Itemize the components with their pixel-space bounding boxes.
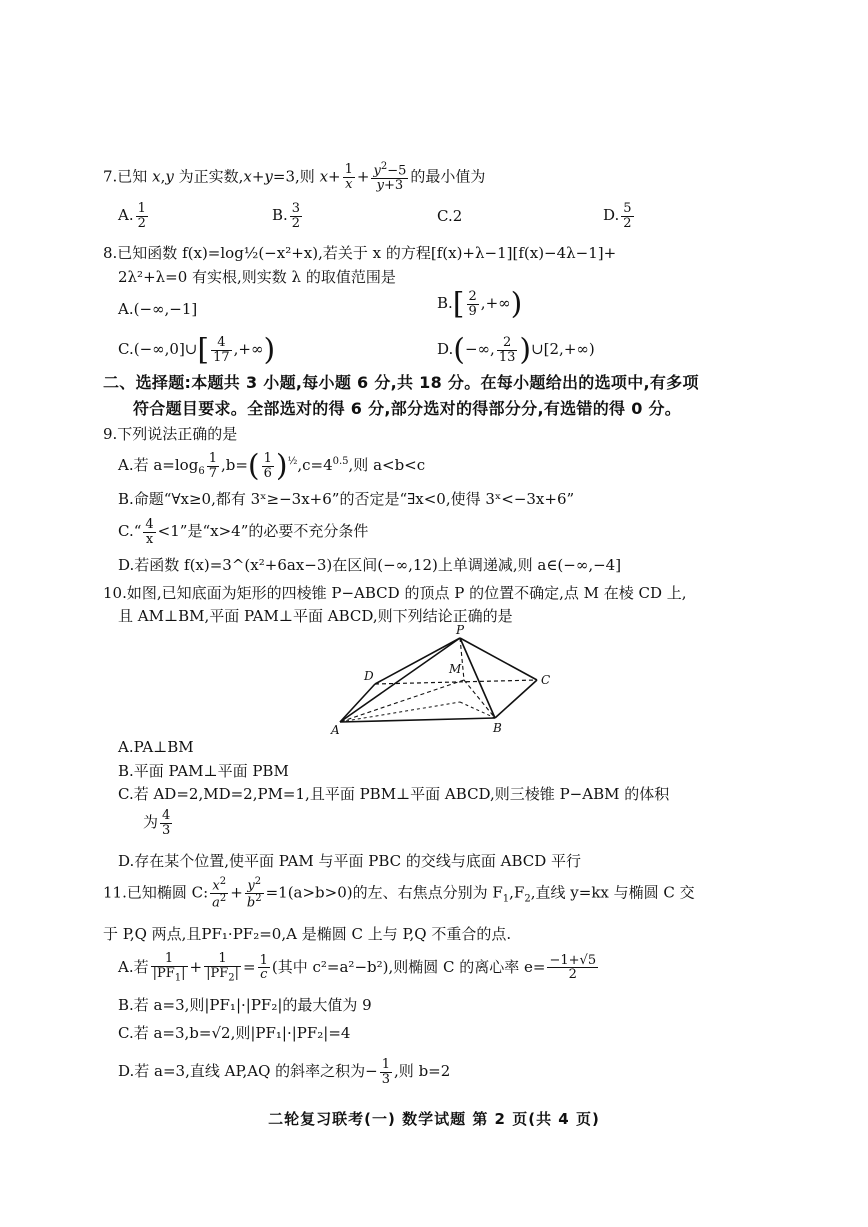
page-footer: 二轮复习联考(一) 数学试题 第 2 页(共 4 页): [268, 1110, 600, 1128]
q7-opt-b-frac: $\frac{3}{2}$: [291, 201, 301, 231]
label-C: C: [541, 673, 551, 687]
q7-text-a: 7.已知: [103, 167, 153, 186]
q9-opt-a-mid: ,b=: [220, 456, 248, 475]
q9-opt-c-pre: C.“: [118, 522, 142, 541]
q11-opt-a-frac-e: $\frac{-1+√5}{2}$: [549, 952, 597, 983]
q8-option-a: A.(−∞,−1]: [118, 300, 198, 318]
q8-opt-b-post: ,+∞: [480, 294, 511, 313]
q11-opt-a-frac2: $\frac{1}{|PF_2|}$: [206, 951, 240, 984]
q9-opt-a-sup: 0.5: [332, 456, 349, 468]
q7-opt-d-frac: $\frac{5}{2}$: [623, 201, 632, 231]
q9-option-b: B.命题“∀x≥0,都有 3ˣ≥−3x+6”的否定是“∃x<0,使得 3ˣ<−3x+6”: [118, 490, 575, 508]
q11-line2: 于 P,Q 两点,且PF₁·PF₂=0,A 是椭圆 C 上与 P,Q 不重合的点.: [103, 925, 512, 943]
q10-opt-c-pre: 为: [143, 813, 159, 832]
q9-option-c: [118, 518, 368, 546]
q11-opt-d-post: ,则 b=2: [394, 1062, 451, 1081]
q8-opt-b-frac: $\frac{2}{9}$: [468, 289, 477, 319]
q7-text-c: ,则: [295, 167, 320, 186]
q11-option-d: [118, 1058, 450, 1086]
q8-line2: 2λ²+λ=0 有实根,则实数 λ 的取值范围是: [118, 268, 396, 286]
q11-option-a: A.若 $\frac{1}{|PF_1|}$ + $\frac{1}{|PF_2|}$ = $\frac{1}{c}$ (其中 c²=a²−b²),则椭圆 C 的离心率 e= $\frac{-1+√5}{2}$: [118, 951, 597, 984]
q11-pre: 11.已知椭圆 C:: [103, 883, 209, 902]
q8-opt-d-frac: $\frac{2}{13}$: [498, 335, 516, 365]
q8-option-d: D.(−∞, $\frac{2}{13}$ )∪[2,+∞): [437, 332, 595, 368]
q7-option-a: [118, 202, 150, 230]
label-A: A: [331, 723, 340, 737]
q11-post: ,直线 y=kx 与椭圆 C 交: [530, 883, 695, 902]
q7-opt-a-label: A.: [118, 206, 134, 225]
label-P: P: [456, 623, 465, 637]
q11-line1: 11.已知椭圆 C: $\frac{x^2}{a^2}$ + $\frac{y^2}{b^2}$ =1(a>b>0)的左、右焦点分别为 $F_1,F_2$,直线 y=kx 与椭圆 C 交: [103, 876, 695, 911]
q9-opt-a-frac: $\frac{1}{7}$: [208, 451, 217, 481]
q8-opt-d-post: ∪[2,+∞): [531, 340, 595, 359]
q10-option-b: B.平面 PAM⊥平面 PBM: [118, 762, 289, 780]
q11-mid: =1(a>b>0)的左、右焦点分别为 F: [265, 883, 503, 902]
q7-text-b: 为正实数,: [173, 167, 244, 186]
q8-opt-b-label: B.: [437, 294, 453, 313]
label-D: D: [364, 669, 374, 683]
q8-opt-d-label: D.: [437, 340, 454, 359]
q7-stem: 7.已知 x,y 为正实数,x+y=3,则 x+ $\frac{1}{x}$ + $\frac{y^2-5}{y+3}$ 的最小值为: [103, 161, 486, 193]
edge-PD: [375, 638, 460, 684]
q11-opt-d-frac: $\frac{1}{3}$: [381, 1057, 391, 1087]
q7-option-c: C.2: [437, 207, 463, 225]
q7-frac-expr: $\frac{y^2-5}{y+3}$: [373, 161, 407, 193]
q7-frac-1x: $\frac{1}{x}$: [344, 162, 353, 192]
pyramid-figure: [330, 622, 560, 740]
q11-opt-d-pre: D.若 a=3,直线 AP,AQ 的斜率之积为−: [118, 1062, 378, 1081]
q7-option-b: [272, 202, 304, 230]
q7-opt-d-label: D.: [603, 206, 620, 225]
q8-opt-d-mid: −∞,: [464, 340, 495, 359]
edge-PB: [460, 638, 495, 718]
q8-option-c: C.(−∞,0]∪[ $\frac{4}{17}$ ,+∞): [118, 332, 276, 368]
q10-option-c-cont: [143, 809, 174, 837]
q9-opt-a-post: ,c=4: [297, 456, 333, 475]
q9-option-a: A.若 $a=\log_6$ $\frac{1}{7}$ ,b=( $\frac{1}{6}$ )$^{\frac{1}{2}},c=4^{0.5}$,则 a<b<c: [118, 448, 426, 484]
section2-title-line2: 符合题目要求。全部选对的得 6 分,部分选对的得部分分,有选错的得 0 分。: [133, 399, 682, 418]
q10-option-d: D.存在某个位置,使平面 PAM 与平面 PBC 的交线与底面 ABCD 平行: [118, 852, 582, 870]
q9-opt-c-frac: $\frac{4}{x}$: [145, 517, 154, 547]
edge-BC: [495, 680, 537, 718]
q7-opt-b-label: B.: [272, 206, 288, 225]
q10-opt-c-frac: $\frac{4}{3}$: [162, 808, 171, 838]
q10-line1: 10.如图,已知底面为矩形的四棱锥 P−ABCD 的顶点 P 的位置不确定,点 M 在棱 CD 上,: [103, 584, 687, 602]
q11-opt-a-frac1: $\frac{1}{|PF_1|}$: [152, 951, 186, 984]
section2-title-line1: 二、选择题:本题共 3 小题,每小题 6 分,共 18 分。在每小题给出的选项中,有多项: [103, 373, 699, 392]
q9-opt-a-frac2: $\frac{1}{6}$: [263, 451, 272, 481]
edge-PA: [340, 638, 460, 722]
q9-opt-a-pre: A.若 a=log: [118, 456, 199, 475]
label-M: M: [449, 662, 462, 676]
q11-frac-y: $\frac{y^2}{b^2}$: [246, 876, 262, 911]
q8-line1: 8.已知函数 f(x)=log½(−x²+x),若关于 x 的方程[f(x)+λ−1][f(x)−4λ−1]+: [103, 244, 617, 262]
q9-opt-c-post: <1”是“x>4”的必要不充分条件: [157, 522, 369, 541]
edge-AB: [340, 718, 495, 722]
q9-opt-a-end: ,则 a<b<c: [348, 456, 426, 475]
label-B: B: [493, 721, 502, 735]
q8-opt-c-frac: $\frac{4}{17}$: [213, 335, 230, 365]
q9-stem: 9.下列说法正确的是: [103, 425, 238, 443]
edge-PC: [460, 638, 537, 680]
q8-opt-c-label: C.(−∞,0]∪: [118, 340, 198, 359]
q7-option-d: [603, 202, 636, 230]
q11-option-b: B.若 a=3,则|PF₁|·|PF₂|的最大值为 9: [118, 996, 372, 1014]
q11-opt-a-mid: (其中 c²=a²−b²),则椭圆 C 的离心率 e=: [271, 957, 546, 976]
q7-opt-a-frac: $\frac{1}{2}$: [137, 201, 146, 231]
q11-option-c: C.若 a=3,b=√2,则|PF₁|·|PF₂|=4: [118, 1024, 351, 1042]
q8-opt-c-post: ,+∞: [233, 340, 264, 359]
q8-option-b: B.[ $\frac{2}{9}$ ,+∞): [437, 286, 523, 322]
q11-opt-a-pre: A.若: [118, 957, 149, 976]
q10-option-a: A.PA⊥BM: [118, 738, 194, 756]
q7-text-d: 的最小值为: [410, 167, 486, 186]
q10-option-c: C.若 AD=2,MD=2,PM=1,且平面 PBM⊥平面 ABCD,则三棱锥 P−ABM 的体积: [118, 785, 670, 803]
q9-opt-a-sub: 6: [198, 466, 205, 478]
q11-opt-a-frac3: $\frac{1}{c}$: [259, 952, 268, 983]
q11-frac-x: $\frac{x^2}{a^2}$: [212, 876, 227, 911]
q9-option-d: D.若函数 f(x)=3^(x²+6ax−3)在区间(−∞,12)上单调递减,则 a∈(−∞,−4]: [118, 556, 622, 574]
q10-line2: 且 AM⊥BM,平面 PAM⊥平面 ABCD,则下列结论正确的是: [118, 607, 513, 625]
edge-BM: [464, 680, 495, 718]
